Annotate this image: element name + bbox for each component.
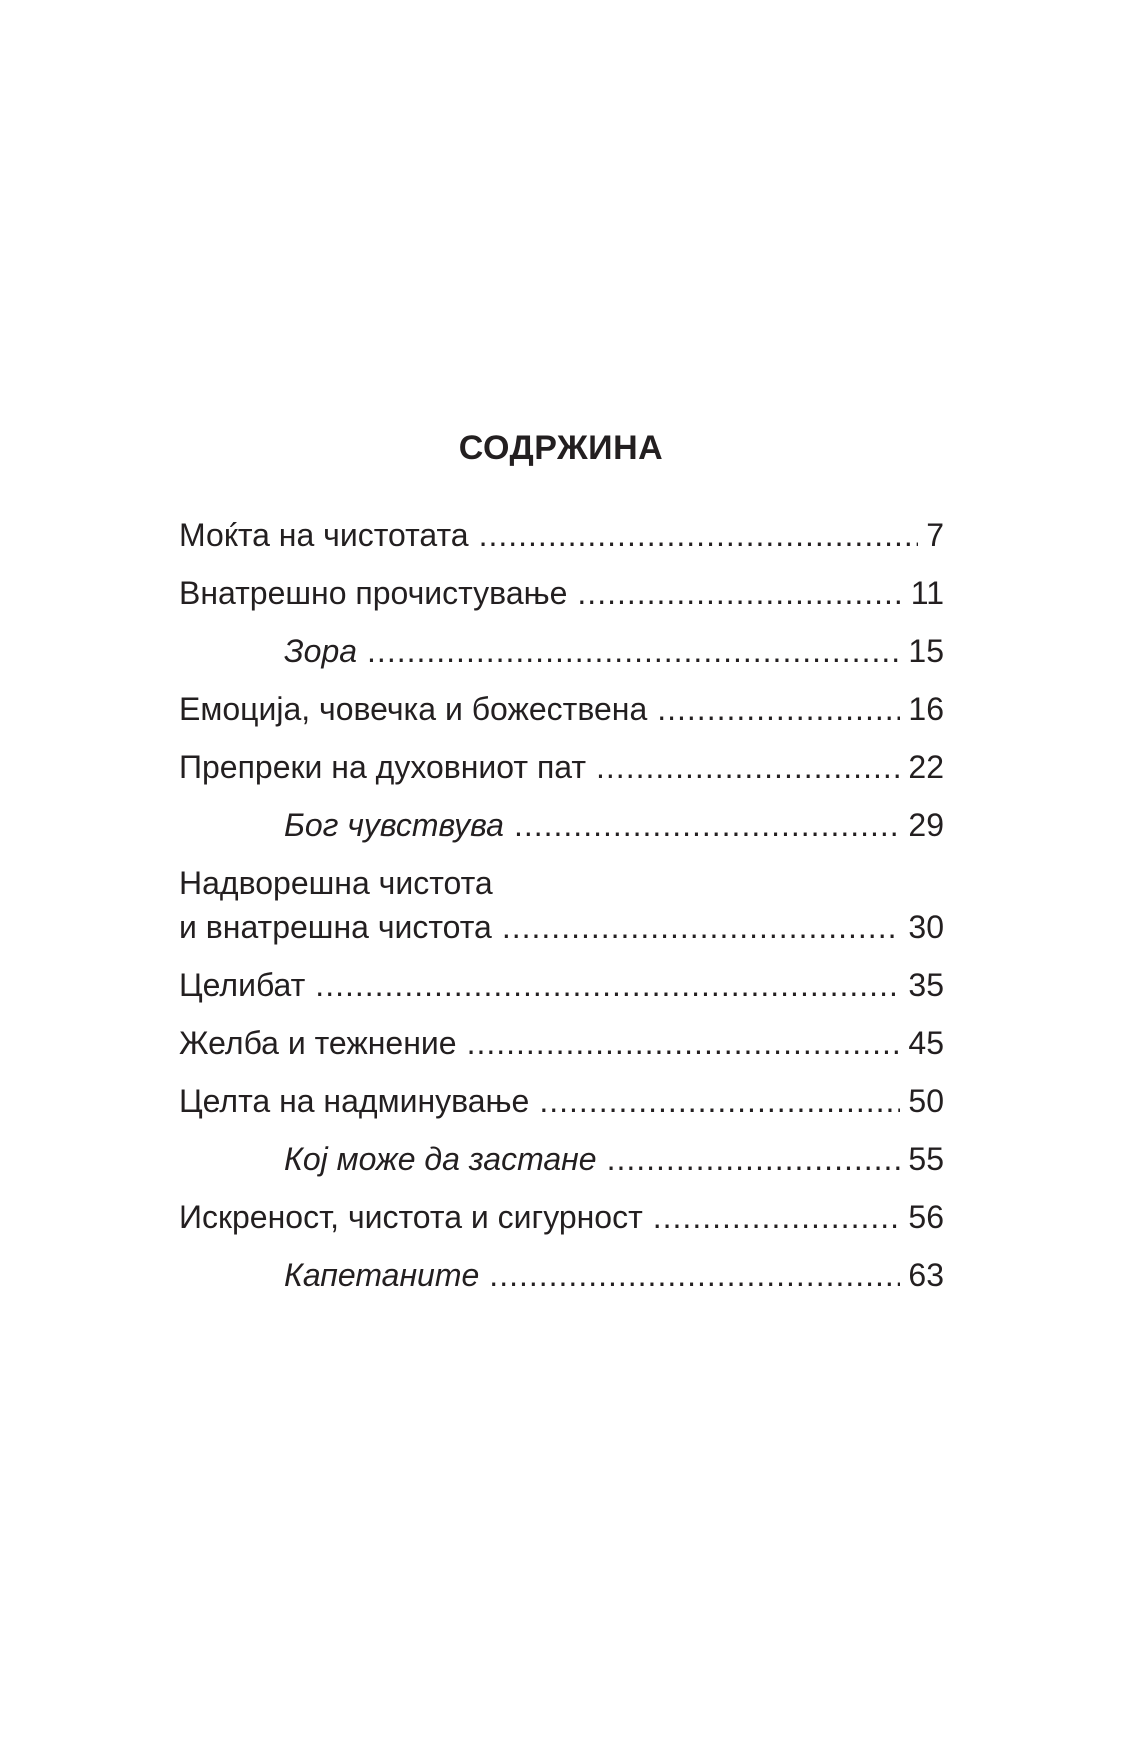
table-of-contents (179, 513, 944, 1297)
toc-entry-title: Бог чувствува (284, 807, 504, 843)
toc-entry[interactable] (179, 513, 944, 557)
toc-entry-title: Внатрешно прочистување (179, 575, 568, 611)
toc-entry-title: Надворешна чистота (179, 865, 493, 901)
toc-entry-title: и внатрешна чистота (179, 909, 492, 945)
dot-leader (539, 1079, 900, 1123)
toc-entry[interactable] (179, 745, 944, 789)
toc-subentry[interactable] (179, 1137, 944, 1181)
toc-entry-title: Желба и тежнение (179, 1025, 457, 1061)
toc-page-number: 15 (908, 633, 944, 669)
toc-entry-title: Целта на надминување (179, 1083, 530, 1119)
toc-subentry[interactable] (179, 629, 944, 673)
toc-page-number: 22 (908, 749, 944, 785)
dot-leader (367, 629, 900, 673)
toc-page-number: 30 (908, 909, 944, 945)
toc-page-number: 35 (908, 967, 944, 1003)
dot-leader (467, 1021, 901, 1065)
dot-leader (514, 803, 900, 847)
toc-entry[interactable] (179, 1195, 944, 1239)
toc-page-number: 29 (908, 807, 944, 843)
toc-page-number: 11 (910, 575, 944, 611)
toc-entry-title: Моќта на чистотата (179, 517, 469, 553)
toc-page-number: 50 (908, 1083, 944, 1119)
toc-subentry[interactable] (179, 1253, 944, 1297)
dot-leader (596, 745, 900, 789)
dot-leader (657, 687, 900, 731)
toc-entry-title: Емоција, човечка и божествена (179, 691, 648, 727)
toc-page-number: 45 (908, 1025, 944, 1061)
toc-entry-title: Кој може да застане (284, 1141, 597, 1177)
toc-entry-title: Зора (284, 633, 358, 669)
toc-entry[interactable] (179, 687, 944, 731)
toc-entry-title: Искреност, чистота и сигурност (179, 1199, 643, 1235)
toc-entry-title: Капетаните (284, 1257, 480, 1293)
toc-page-number: 16 (908, 691, 944, 727)
toc-entry[interactable] (179, 1021, 944, 1065)
toc-page-number: 63 (908, 1257, 944, 1293)
dot-leader (502, 905, 901, 949)
toc-entry-title: Препреки на духовниот пат (179, 749, 587, 785)
dot-leader (489, 1253, 900, 1297)
page-title: СОДРЖИНА (458, 428, 664, 467)
toc-entry[interactable] (179, 963, 944, 1007)
dot-leader (577, 571, 902, 615)
dot-leader (315, 963, 900, 1007)
dot-leader (607, 1137, 901, 1181)
toc-entry[interactable] (179, 861, 944, 949)
toc-subentry[interactable] (179, 803, 944, 847)
toc-entry[interactable] (179, 1079, 944, 1123)
toc-entry-title: Целибат (179, 967, 306, 1003)
toc-page-number: 7 (926, 517, 944, 553)
dot-leader (479, 513, 919, 557)
dot-leader (653, 1195, 901, 1239)
toc-entry[interactable] (179, 571, 944, 615)
toc-page-number: 55 (908, 1141, 944, 1177)
toc-page-number: 56 (908, 1199, 944, 1235)
